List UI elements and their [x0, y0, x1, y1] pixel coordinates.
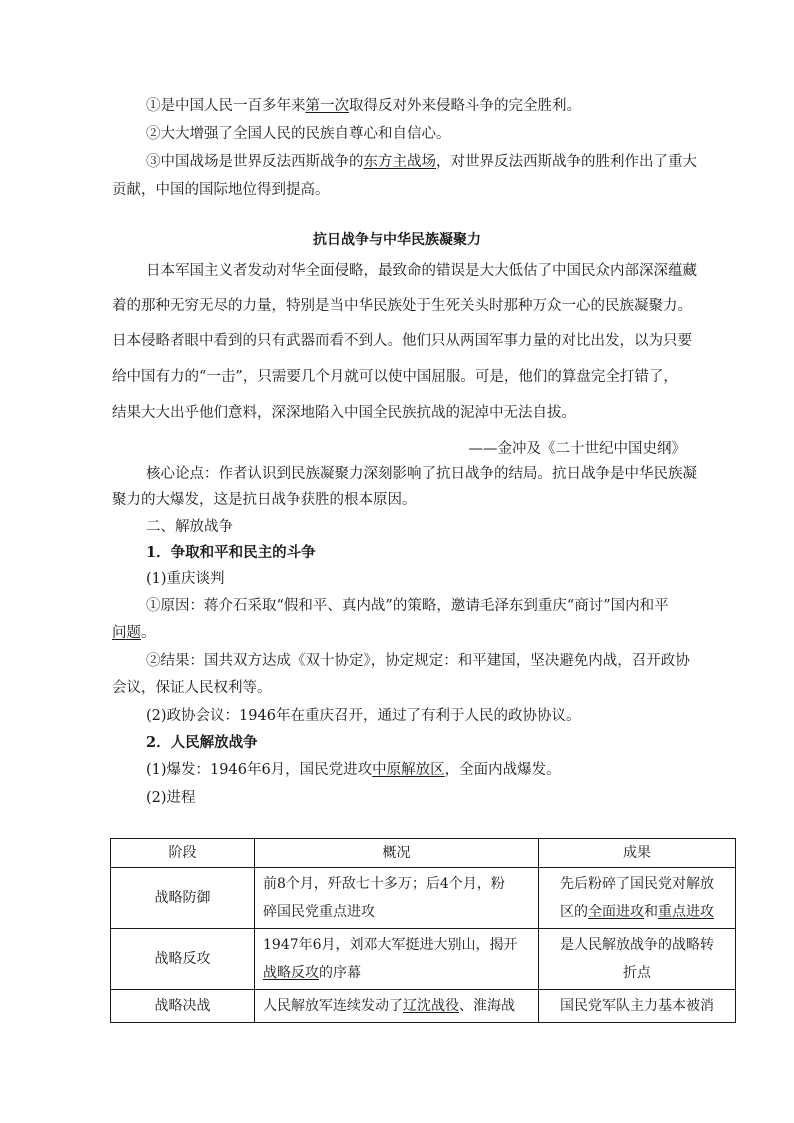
subsection-1-title: 1．争取和平和民主的斗争: [146, 544, 316, 561]
result-line: 先后粉碎了国民党对解放: [560, 876, 714, 892]
result-line: 是人民解放战争的战略转: [560, 937, 714, 953]
overview-cell: [255, 868, 539, 929]
reading-attribution: ——金冲及《二十世纪中国史纲》: [468, 441, 686, 457]
overview-cell: [255, 929, 539, 990]
result-text: 区的: [560, 904, 588, 920]
table-row: [111, 929, 736, 990]
core-argument-line-2: 聚力的大爆发，这是抗日战争获胜的根本原因。: [112, 492, 417, 508]
cause-end: 。: [141, 625, 156, 641]
point-1-text: ①是中国人民一百多年来: [146, 98, 306, 114]
outbreak-text: (1)爆发：1946年6月，国民党进攻: [146, 762, 373, 778]
point-1-underlined: 第一次: [305, 98, 349, 114]
overview-underlined: 辽沈战役: [403, 998, 459, 1014]
reading-line-3: 日本侵略者眼中看到的只有武器而看不到人。他们只从两国军事力量的对比出发，以为只要: [112, 333, 692, 349]
overview-text: 人民解放军连续发动了: [263, 998, 403, 1014]
cause-underlined: 问题: [112, 625, 141, 641]
overview-line: 前8个月，歼敌七十多万；后4个月，粉: [263, 876, 505, 892]
chongqing-talks-title: (1)重庆谈判: [146, 571, 225, 587]
header-overview: 概况: [255, 839, 539, 868]
outbreak-underlined: 中原解放区: [372, 762, 445, 778]
result-underlined: 重点进攻: [658, 904, 714, 920]
overview-line: 1947年6月，刘邓大军挺进大别山，揭开: [263, 937, 518, 953]
reading-line-1: 日本军国主义者发动对华全面侵略，最致命的错误是大大低估了中国民众内部深深蕴藏: [146, 263, 697, 279]
table-row: [111, 868, 736, 929]
point-3-text: ③中国战场是世界反法西斯战争的: [146, 154, 364, 170]
result-line-2: 会议，保证人民权利等。: [112, 680, 272, 696]
table-row: [111, 990, 736, 1023]
result-underlined: 全面进攻: [588, 904, 644, 920]
point-2: ②大大增强了全国人民的民族自尊心和自信心。: [146, 126, 451, 142]
point-3-text-end: ，对世界反法西斯战争的胜利作出了重大: [436, 154, 697, 170]
result-cell: [539, 868, 736, 929]
cause-line-2: [112, 623, 156, 643]
result-line: [547, 898, 727, 926]
result-cell: [539, 929, 736, 990]
stage-cell: 战略防御: [111, 868, 255, 929]
overview-underlined: 战略反攻: [263, 965, 319, 981]
header-stage: 阶段: [111, 839, 255, 868]
reading-line-5: 结果大大出乎他们意料，深深地陷入中国全民族抗战的泥淖中无法自拔。: [112, 405, 576, 421]
overview-line: [263, 959, 530, 987]
point-3-underlined: 东方主战场: [363, 154, 436, 170]
reading-line-2: 着的那种无穷无尽的力量，特别是当中华民族处于生死关头时那种万众一心的民族凝聚力。: [112, 298, 692, 314]
result-cell: 国民党军队主力基本被消: [539, 990, 736, 1023]
header-result: 成果: [539, 839, 736, 868]
core-argument-line-1: 核心论点：作者认识到民族凝聚力深刻影响了抗日战争的结局。抗日战争是中华民族凝: [146, 466, 697, 482]
cause-line-1: ①原因：蒋介石采取“假和平、真内战”的策略，邀请毛泽东到重庆“商讨”国内和平: [146, 598, 669, 614]
result-line-1: ②结果：国共双方达成《双十协定》，协定规定：和平建国，坚决避免内战，召开政协: [146, 653, 690, 669]
overview-text: 、淮海战: [459, 998, 515, 1014]
reading-title: 抗日战争与中华民族凝聚力: [313, 232, 481, 248]
stage-cell: 战略决战: [111, 990, 255, 1023]
overview-text: 的序幕: [319, 965, 361, 981]
outbreak-text-end: ，全面内战爆发。: [444, 762, 561, 778]
point-1-text-end: 取得反对外来侵略斗争的完全胜利。: [349, 98, 581, 114]
point-3-continued: 贡献，中国的国际地位得到提高。: [112, 182, 330, 198]
war-stages-table: [110, 838, 736, 1023]
point-3: [146, 152, 697, 172]
overview-cell: [255, 990, 539, 1023]
stage-cell: 战略反攻: [111, 929, 255, 990]
outbreak-line: [146, 760, 561, 780]
pcc-line: (2)政协会议：1946年在重庆召开，通过了有利于人民的政协协议。: [146, 708, 581, 724]
subsection-2-title: 2．人民解放战争: [146, 734, 258, 751]
point-1: [146, 96, 581, 116]
result-text: 和: [644, 904, 658, 920]
result-line: 折点: [623, 965, 651, 981]
reading-line-4: 给中国有力的“一击”，只需要几个月就可以使中国屈服。可是，他们的算盘完全打错了，: [112, 369, 678, 385]
table-header-row: [111, 839, 736, 868]
section-title: 二、解放战争: [146, 519, 233, 535]
overview-line: 碎国民党重点进攻: [263, 904, 375, 920]
progress-title: (2)进程: [146, 790, 196, 806]
